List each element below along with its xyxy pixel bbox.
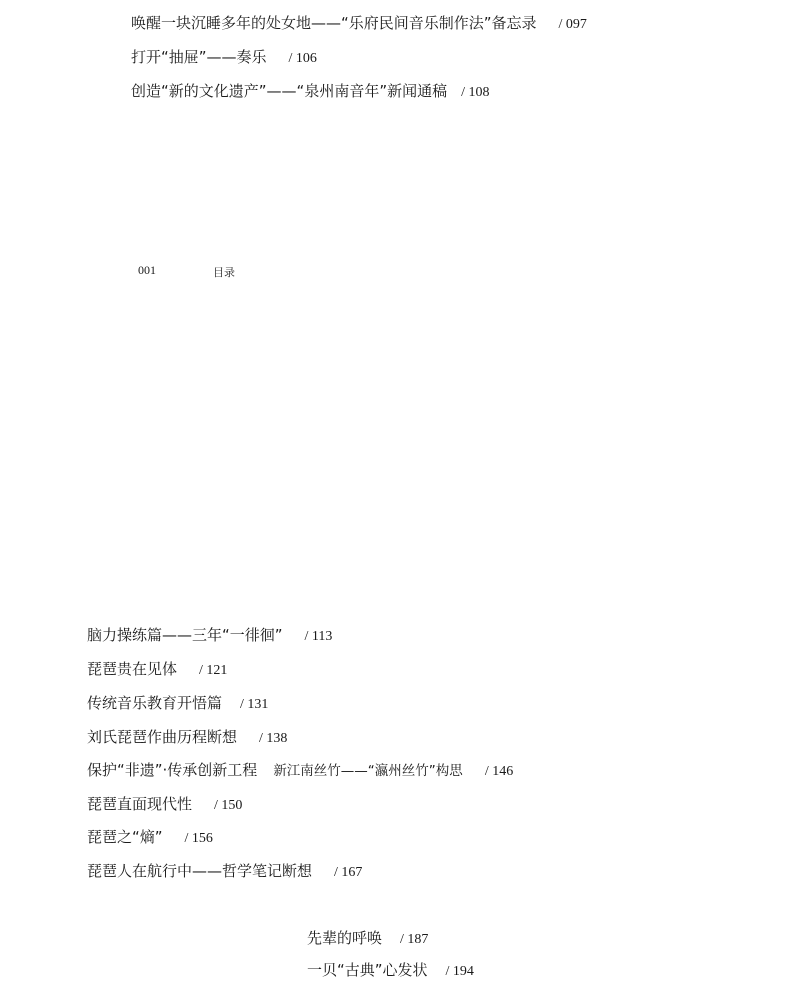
toc-entry-title: 打开“抽屉”——奏乐 [131, 48, 267, 66]
toc-entry-title: 刘氏琵琶作曲历程断想 [87, 728, 238, 746]
toc-entry [87, 659, 227, 681]
page-number: 001 [138, 263, 156, 277]
toc-entry [87, 827, 213, 849]
toc-entry [131, 13, 587, 35]
toc-entry-page: / 146 [484, 764, 514, 779]
toc-entry-page: / 108 [461, 85, 490, 100]
toc-entry-page: / 187 [400, 932, 429, 947]
toc-entry-page: / 156 [184, 831, 213, 846]
toc-entry-page: / 097 [558, 17, 587, 32]
toc-entry-page: / 121 [199, 663, 228, 678]
toc-entry-page: / 106 [288, 51, 317, 66]
toc-entry-title: 琵琶直面现代性 [87, 795, 193, 813]
toc-entry-title: 传统音乐教育开悟篇 [87, 694, 223, 712]
toc-entry [307, 928, 428, 950]
toc-entry-page: / 131 [240, 697, 269, 712]
toc-entry [87, 861, 362, 883]
toc-entry-title: 一贝“古典”心发状 [307, 961, 428, 979]
toc-entry-title: 唤醒一块沉睡多年的处女地——“乐府民间音乐制作法”备忘录 [131, 14, 537, 32]
toc-entry [87, 760, 513, 782]
toc-entry-title: 保护“非遗”·传承创新工程 [87, 761, 258, 779]
toc-entry [87, 693, 268, 715]
toc-entry-page: / 113 [304, 629, 333, 644]
toc-entry [307, 960, 474, 982]
toc-entry [131, 47, 317, 69]
toc-entry-page: / 194 [445, 964, 474, 979]
toc-entry [87, 794, 242, 816]
toc-entry-subtitle: 新江南丝竹——“瀛州丝竹”构思 [273, 763, 463, 779]
toc-entry-title: 琵琶贵在见体 [87, 660, 178, 678]
toc-entry-title: 先辈的呼唤 [307, 929, 383, 947]
toc-entry-page: / 138 [259, 731, 288, 746]
toc-entry-title: 创造“新的文化遗产”——“泉州南音年”新闻通稿 [131, 82, 448, 100]
toc-entry [131, 81, 489, 103]
toc-entry [87, 727, 287, 749]
toc-entry [87, 625, 332, 647]
running-footer-label: 目录 [213, 266, 235, 279]
toc-entry-title: 脑力操练篇——三年“一徘徊” [87, 626, 283, 644]
toc-entry-title: 琵琶之“熵” [87, 828, 163, 846]
toc-entry-page: / 150 [214, 798, 243, 813]
toc-entry-page: / 167 [334, 865, 363, 880]
toc-entry-title: 琵琶人在航行中——哲学笔记断想 [87, 862, 313, 880]
